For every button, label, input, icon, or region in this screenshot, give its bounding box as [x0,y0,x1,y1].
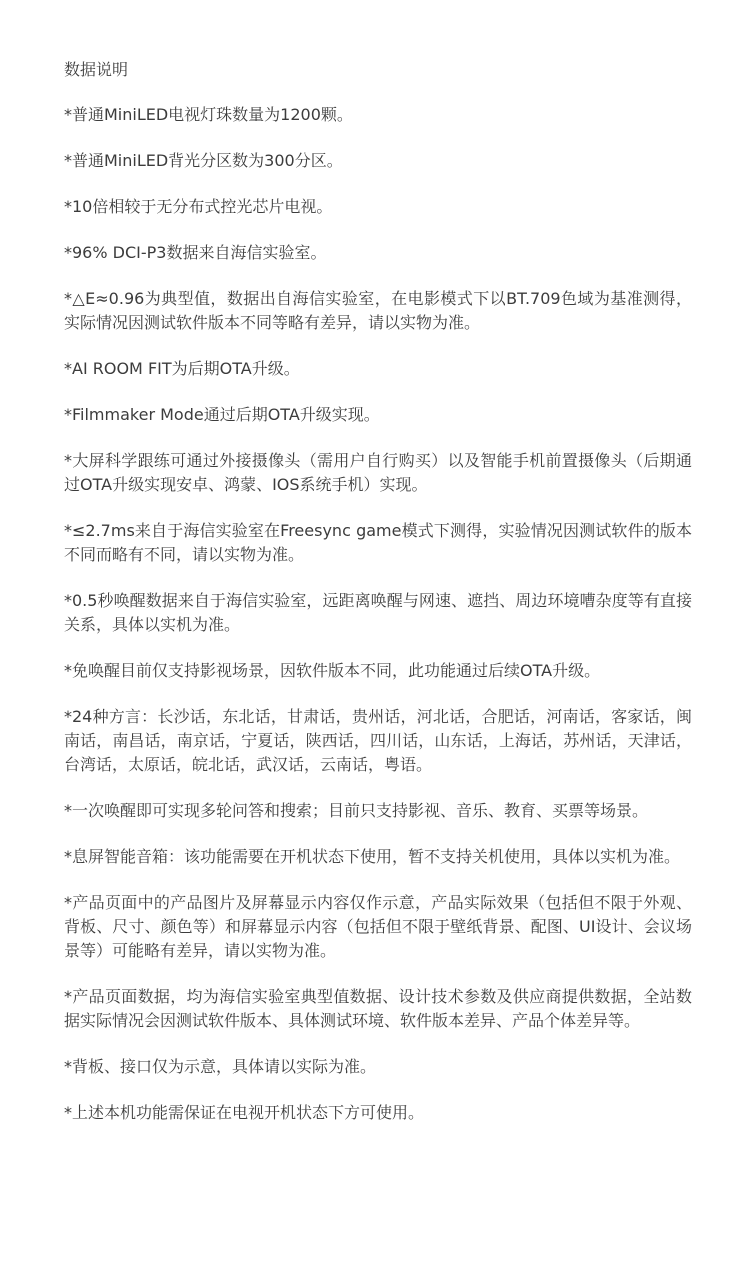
note-item: *上述本机功能需保证在电视开机状态下方可使用。 [64,1103,425,1122]
note-item: *0.5秒唤醒数据来自于海信实验室，远距离唤醒与网速、遮挡、周边环境嘈杂度等有直接关系，具体以实机为准。 [64,591,692,634]
note-item: *产品页面数据，均为海信实验室典型值数据、设计技术参数及供应商提供数据，全站数据实际情况会因测试软件版本、具体测试环境、软件版本差异、产品个体差异等。 [64,987,692,1030]
note-item: *10倍相较于无分布式控光芯片电视。 [64,197,333,216]
note-item: *普通MiniLED电视灯珠数量为1200颗。 [64,105,353,124]
note-item: *Filmmaker Mode通过后期OTA升级实现。 [64,405,380,424]
note-item: *产品页面中的产品图片及屏幕显示内容仅作示意，产品实际效果（包括但不限于外观、背板、尺寸、颜色等）和屏幕显示内容（包括但不限于壁纸背景、配图、UI设计、会议场景等）可能略有差异，请以实物为准。 [64,893,692,960]
page-title: 数据说明 [64,60,129,79]
note-item: *≤2.7ms来自于海信实验室在Freesync game模式下测得，实验情况因测试软件的版本不同而略有不同，请以实物为准。 [64,521,692,564]
note-item: *背板、接口仅为示意，具体请以实际为准。 [64,1057,377,1076]
note-item: *24种方言：长沙话，东北话，甘肃话，贵州话，河北话，合肥话，河南话，客家话，闽南话，南昌话，南京话，宁夏话，陕西话，四川话，山东话，上海话，苏州话，天津话，台湾话，太原话，皖北话，武汉话，云南话，粤语。 [64,707,692,774]
note-item: *一次唤醒即可实现多轮问答和搜索；目前只支持影视、音乐、教育、买票等场景。 [64,801,649,820]
note-item: *普通MiniLED背光分区数为300分区。 [64,151,343,170]
note-item: *息屏智能音箱：该功能需要在开机状态下使用，暂不支持关机使用，具体以实机为准。 [64,847,681,866]
notes-list [64,103,692,1125]
note-item: *AI ROOM FIT为后期OTA升级。 [64,359,300,378]
note-item: *大屏科学跟练可通过外接摄像头（需用户自行购买）以及智能手机前置摄像头（后期通过OTA升级实现安卓、鸿蒙、IOS系统手机）实现。 [64,451,692,494]
note-item: *△E≈0.96为典型值，数据出自海信实验室，在电影模式下以BT.709色域为基准测得，实际情况因测试软件版本不同等略有差异，请以实物为准。 [64,289,692,332]
note-item: *免唤醒目前仅支持影视场景，因软件版本不同，此功能通过后续OTA升级。 [64,661,601,680]
note-item: *96% DCI-P3数据来自海信实验室。 [64,243,327,262]
